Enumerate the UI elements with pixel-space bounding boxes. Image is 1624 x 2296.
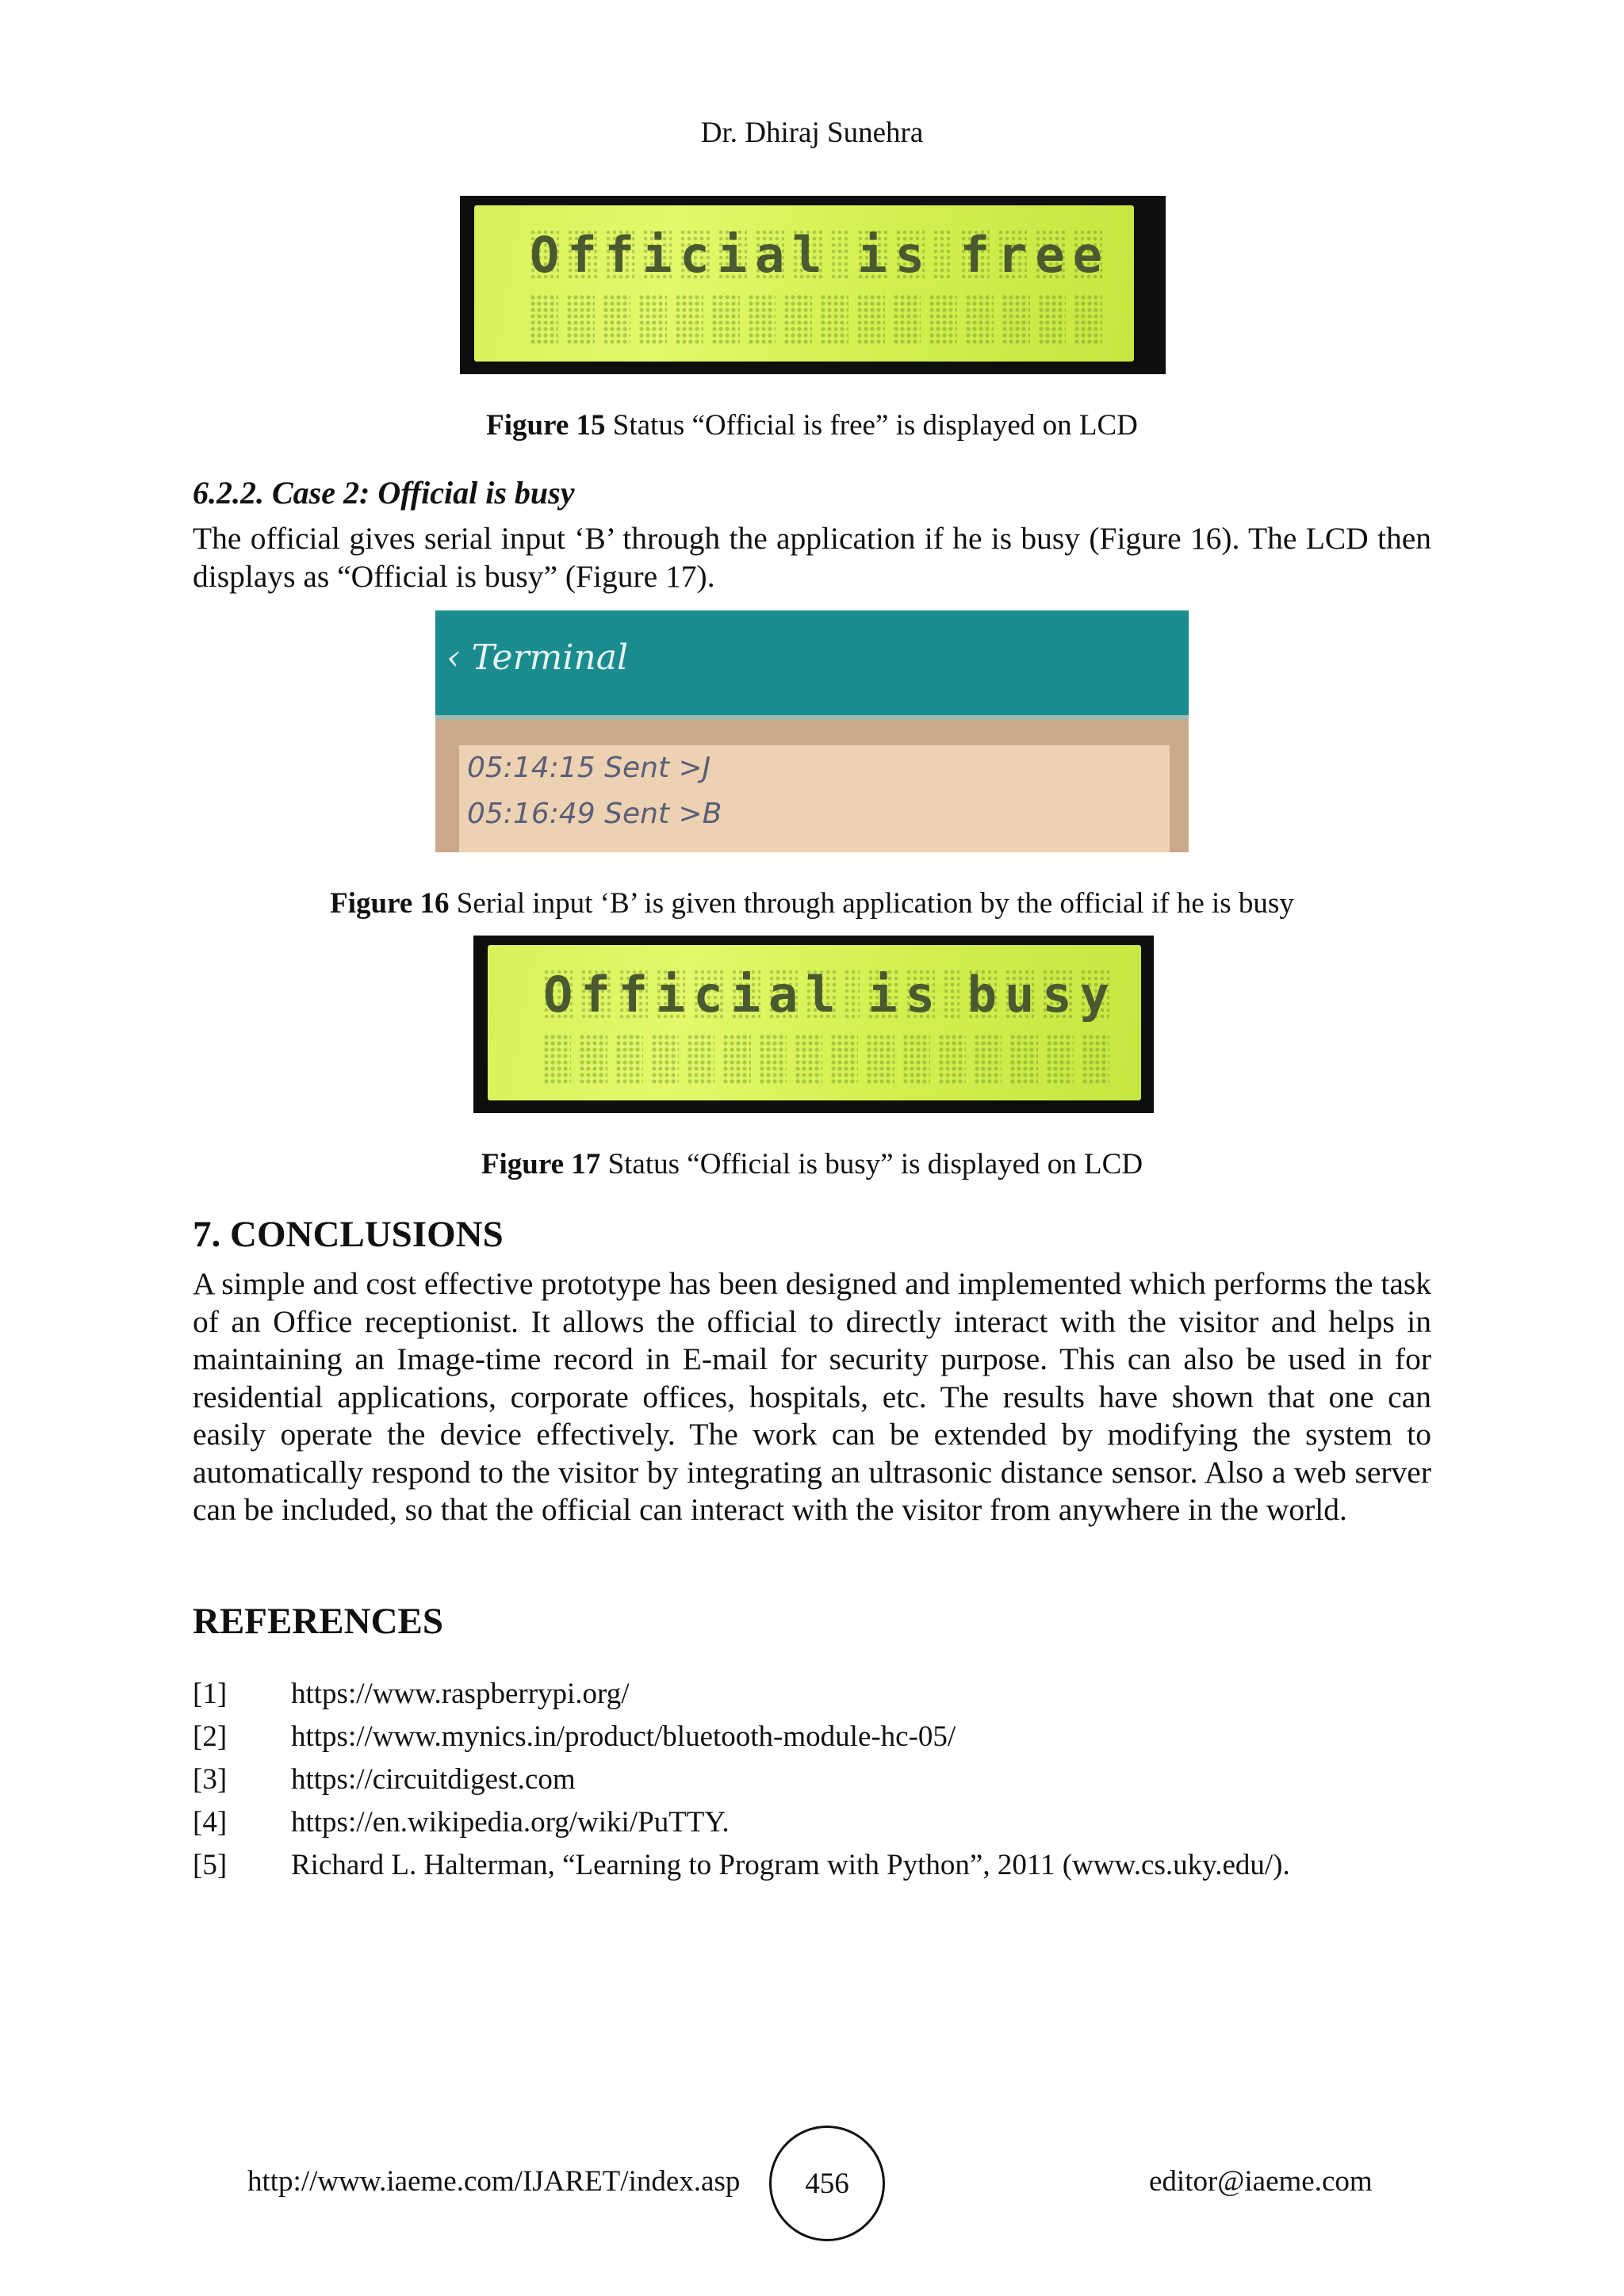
terminal-title-bar: [435, 610, 1189, 720]
lcd-char-cell: l: [792, 225, 822, 284]
lcd-char-cell: c: [693, 965, 723, 1024]
lcd-blank-cell: [866, 1034, 894, 1085]
lcd-blank-cell: [543, 1034, 571, 1085]
lcd-char-cell: i: [868, 965, 898, 1024]
lcd-blank-cell: [748, 294, 776, 345]
lcd-char-cell: e: [1035, 225, 1065, 284]
figure-16-terminal-image: [435, 610, 1189, 852]
lcd-char-cell: s: [894, 225, 925, 284]
figure-17-lcd-image: [473, 936, 1154, 1113]
lcd-screen: [488, 945, 1141, 1100]
lcd-char-cell: f: [580, 965, 611, 1024]
footer-email-link[interactable]: editor@iaeme.com: [1149, 2165, 1373, 2198]
lcd-char-cell: y: [1079, 965, 1109, 1024]
lcd-char-cell: u: [1005, 965, 1035, 1024]
lcd-blank-cell: [675, 294, 703, 345]
lcd-char-cell: i: [642, 225, 672, 284]
lcd-char-cell: c: [680, 225, 710, 284]
lcd-blank-cell: [722, 1034, 750, 1085]
figure-15-caption: [0, 408, 1624, 442]
reference-number: [5]: [193, 1849, 228, 1881]
terminal-log: [459, 745, 1170, 852]
lcd-char-cell: i: [857, 225, 887, 284]
lcd-bottom-row: [543, 1034, 1109, 1085]
lcd-char-cell: f: [604, 225, 634, 284]
lcd-top-row: [543, 965, 1109, 1024]
lcd-blank-cell: [974, 1034, 1002, 1085]
lcd-char-cell: f: [567, 225, 597, 284]
lcd-char-cell: e: [1072, 225, 1102, 284]
lcd-blank-cell: [1009, 1034, 1037, 1085]
lcd-char-cell: s: [905, 965, 935, 1024]
lcd-blank-cell: [938, 1034, 966, 1085]
reference-text[interactable]: https://www.raspberrypi.org/: [291, 1678, 630, 1710]
terminal-line: 05:14:15 Sent >J: [467, 752, 711, 784]
reference-text: Richard L. Halterman, “Learning to Program with Python”, 2011 (www.cs.uky.edu/).: [291, 1849, 1290, 1881]
lcd-blank-cell: [795, 1034, 822, 1085]
reference-text[interactable]: https://circuitdigest.com: [291, 1763, 576, 1796]
lcd-blank-cell: [615, 1034, 643, 1085]
lcd-char-cell: a: [768, 965, 799, 1024]
caption-label: Figure 16: [330, 887, 450, 920]
lcd-char-cell: [933, 229, 952, 280]
lcd-char-cell: O: [543, 965, 573, 1024]
lcd-char-cell: b: [967, 965, 998, 1024]
reference-item: [193, 1758, 1461, 1801]
lcd-blank-cell: [820, 294, 848, 345]
reference-number: [1]: [193, 1678, 228, 1710]
conclusions-heading: 7. CONCLUSIONS: [193, 1214, 504, 1255]
caption-text: Serial input ‘B’ is given through application by the official if he is busy: [449, 887, 1294, 920]
lcd-blank-cell: [759, 1034, 787, 1085]
lcd-char-cell: [943, 969, 959, 1020]
conclusions-paragraph: A simple and cost effective prototype has been designed and implemented which performs the task of an Office receptionist. It allows the official to directly interact with the visitor and helps in maintaining an Image-time record in E-mail for security purpose. This can also be used in for residential applications, corporate offices, hospitals, etc. The results have shown that one can easily operate the device effectively. The work can be extended by modifying the system to automatically respond to the visitor by integrating an ultrasonic distance sensor. Also a web server can be included, so that the official can interact with the visitor from anywhere in the world.: [193, 1266, 1431, 1527]
figure-15-lcd-image: [460, 196, 1166, 374]
reference-text[interactable]: https://en.wikipedia.org/wiki/PuTTY.: [291, 1806, 730, 1839]
caption-label: Figure 17: [481, 1148, 601, 1181]
running-header: Dr. Dhiraj Sunehra: [700, 117, 924, 149]
lcd-char-cell: r: [998, 225, 1028, 284]
lcd-top-row: [530, 225, 1102, 284]
lcd-char-cell: i: [730, 965, 760, 1024]
lcd-blank-cell: [856, 294, 885, 345]
lcd-char-cell: [830, 229, 850, 280]
lcd-blank-cell: [530, 294, 558, 345]
reference-number: [2]: [193, 1720, 228, 1753]
lcd-blank-cell: [783, 294, 812, 345]
subsection-paragraph: The official gives serial input ‘B’ through the application if he is busy (Figure 16). The LCD then displays as “Official is busy” (Figure 17).: [193, 521, 1431, 594]
references-list: [193, 1673, 1461, 1887]
lcd-char-cell: f: [959, 225, 990, 284]
lcd-char-cell: O: [530, 225, 560, 284]
reference-item: [193, 1673, 1461, 1716]
figure-16-caption: [0, 886, 1624, 920]
caption-text: Status “Official is busy” is displayed on LCD: [600, 1148, 1143, 1181]
lcd-blank-cell: [902, 1034, 930, 1085]
lcd-blank-cell: [711, 294, 740, 345]
lcd-char-cell: f: [618, 965, 648, 1024]
figure-17-caption: [0, 1147, 1624, 1181]
reference-text[interactable]: https://www.mynics.in/product/bluetooth-module-hc-05/: [291, 1720, 956, 1753]
lcd-blank-cell: [1002, 294, 1030, 345]
lcd-char-cell: l: [806, 965, 836, 1024]
lcd-blank-cell: [893, 294, 921, 345]
lcd-blank-cell: [965, 294, 994, 345]
reference-item: [193, 1716, 1461, 1758]
lcd-char-cell: [844, 969, 860, 1020]
lcd-blank-cell: [579, 1034, 607, 1085]
lcd-screen: [474, 205, 1134, 362]
lcd-blank-cell: [830, 1034, 858, 1085]
lcd-blank-cell: [638, 294, 667, 345]
lcd-char-cell: i: [655, 965, 686, 1024]
footer-url-link[interactable]: http://www.iaeme.com/IJARET/index.asp: [247, 2165, 741, 2198]
lcd-blank-cell: [603, 294, 631, 345]
lcd-blank-cell: [1074, 294, 1102, 345]
terminal-line: 05:16:49 Sent >B: [467, 798, 722, 830]
caption-label: Figure 15: [486, 409, 606, 442]
caption-text: Status “Official is free” is displayed on LCD: [605, 409, 1138, 442]
references-heading: REFERENCES: [193, 1601, 444, 1642]
lcd-blank-cell: [1046, 1034, 1074, 1085]
lcd-bottom-row: [530, 294, 1102, 345]
back-chevron-icon: ‹: [446, 637, 472, 678]
subsection-heading: 6.2.2. Case 2: Official is busy: [193, 475, 575, 511]
terminal-title-text: Terminal: [471, 637, 629, 678]
lcd-blank-cell: [687, 1034, 714, 1085]
terminal-title: [446, 637, 628, 678]
lcd-blank-cell: [651, 1034, 679, 1085]
lcd-blank-cell: [566, 294, 595, 345]
reference-number: [3]: [193, 1763, 228, 1796]
lcd-char-cell: s: [1042, 965, 1072, 1024]
reference-item: [193, 1844, 1461, 1887]
lcd-char-cell: a: [754, 225, 785, 284]
reference-item: [193, 1801, 1461, 1844]
lcd-blank-cell: [929, 294, 957, 345]
reference-number: [4]: [193, 1806, 228, 1839]
page-number: 456: [769, 2126, 885, 2241]
lcd-blank-cell: [1038, 294, 1067, 345]
lcd-char-cell: i: [717, 225, 747, 284]
lcd-blank-cell: [1082, 1034, 1109, 1085]
